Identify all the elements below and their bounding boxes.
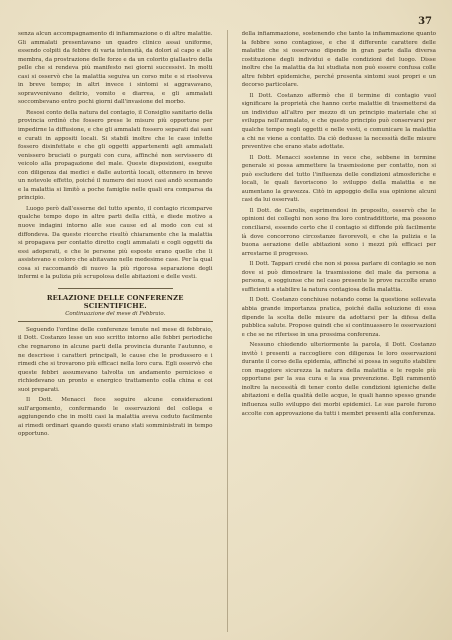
right-column xyxy=(242,30,437,632)
section-divider xyxy=(58,288,173,289)
left-column xyxy=(18,30,213,632)
column-divider xyxy=(227,30,228,632)
paragraph: della infiammazione, sostenendo che tanto la infiammazione quanto la febbre sono contagiose, e che il differente carattere delle malattie che si osservano dipende in gran parte dalla diversa costituzione degli individui e dalle condizioni del luogo. Disse inoltre che la malattia da lui studiata non può essere confusa colle altre febbri epidemiche, perché presenta sintomi suoi propri e un decorso particolare. xyxy=(241,31,436,89)
paragraph: Il Dott. Costanzo conchiuse notando come la questione sollevata abbia grande importanza pratica, poiché dalla soluzione di essa dipende la scelta delle misure da adottarsi per la difesa della pubblica salute. Propose quindi che si continuassero le osservazioni e che se ne riferisse in una prossima conferenza. xyxy=(241,297,436,338)
page-number: 37 xyxy=(418,16,432,27)
paragraph: senza alcun accompagnamento di infiammazione o di altre malattie. Gli ammalati presentavano un quadro clinico assai uniforme, essendo colpiti da febbre di varia intensità, da dolori al capo e alle membra, da prostrazione delle forze e da un colorito giallastro della pelle che si rendeva più manifesto nei giorni successivi. In molti casi si osservò che la malattia seguiva un corso mite e si risolveva in breve tempo; in altri invece i sintomi si aggravavano, sopravvenivano delirio, vomito e diarrea, e gli ammalati soccombevano entro pochi giorni dall'invasione del morbo. xyxy=(18,31,213,106)
paragraph: Il Dott. Costanzo affermò che il termine di contagio vuol significare la proprietà che hanno certe malattie di trasmettersi da un individuo all'altro per mezzo di un principio materiale che si sviluppa nell'ammalato, e che questo principio può conservarsi per qualche tempo negli oggetti e nelle vesti, e comunicare la malattia a chi ne viene a contatto. Da ciò dedusse la necessità delle misure preventive che erano state adottate. xyxy=(241,92,436,151)
paragraph: Il Dott. de Carolis, esprimendosi in proposito, osservò che le opinioni dei colleghi non sono fra loro contraddittorie, ma possono conciliarsi, essendo certo che il contagio si diffonde più facilmente là dove concorrono circostanze favorevoli, e che la pulizia e la buona aerazione delle abitazioni sono i mezzi più efficaci per arrestarne il progresso. xyxy=(241,207,436,257)
text-columns xyxy=(18,30,436,632)
paragraph: Il Dott. Menacci sostenne in vece che, sebbene in termine generale si possa ammettere la trasmissione per contatto, non si può escludere del tutto l'influenza delle condizioni atmosferiche e locali, le quali favoriscono lo sviluppo della malattia e ne aumentano la gravezza. Citò in appoggio della sua opinione alcuni casi da lui osservati. xyxy=(241,154,436,204)
section-subtitle: Continuazione del mese di Febbraio. xyxy=(65,310,166,317)
paragraph: Resosi conto della natura del contagio, il Consiglio sanitario della provincia ordinò che fossero prese le misure più opportune per impedirne la diffusione, e che gli ammalati fossero separati dai sani e curati in appositi locali. Si stabilì inoltre che le case infette fossero disinfettate e che gli oggetti appartenenti agli ammalati venissero bruciati o purgati con cura, affinché non servissero di veicolo alla propagazione del male. Queste disposizioni, eseguite con diligenza dai medici e dalle autorità locali, ottennero in breve un notevole effetto, poiché il numero dei nuovi casi andò scemando e la malattia si limitò a poche famiglie nelle quali era comparsa da principio. xyxy=(18,109,213,202)
paragraph: Il Dott. Menacci fece seguire alcune considerazioni sull'argomento, confermando le osservazioni del collega e aggiungendo che in molti casi la malattia aveva ceduto facilmente ai rimedi ordinari quando questi erano stati somministrati in tempo opportuno. xyxy=(18,397,213,438)
paragraph: Il Dott. Tappari credé che non si possa parlare di contagio se non dove si può dimostrare la trasmissione del male da persona a persona, e soggiunse che nel caso presente le prove raccolte erano sufficienti a stabilire la natura contagiosa della malattia. xyxy=(241,261,436,293)
title-rule xyxy=(18,321,213,322)
paragraph: Luogo però dall'esserne del tutto spento, il contagio ricomparve qualche tempo dopo in altre parti della città, e diede motivo a nuove indagini intorno alle sue cause ed al modo con cui si diffondeva. Da queste ricerche risultò chiaramente che la malattia si propagava per contatto diretto cogli ammalati e cogli oggetti da essi adoperati, e che le persone più esposte erano quelle che li assistevano e coloro che abitavano nelle medesime case. Per la qual cosa si raccomandò di nuovo la più rigorosa separazione degli infermi e la pulizia più scrupolosa delle abitazioni e delle vesti. xyxy=(18,205,213,281)
section-title: RELAZIONE DELLE CONFERENZE SCIENTIFICHE. xyxy=(46,293,184,310)
paragraph: Seguendo l'ordine delle conferenze tenute nel mese di febbraio, il Dott. Costanzo lesse un suo scritto intorno alle febbri periodiche che regnarono in alcune parti della provincia durante l'autunno, e ne descrisse i caratteri principali, le cause che le produssero e i rimedi che si trovarono più efficaci nella loro cura. Egli osservò che queste febbri assumevano talvolta un andamento pernicioso e richiedevano un pronto e energico trattamento colla china e coi suoi preparati. xyxy=(18,326,213,393)
paragraph: Nessuno chiedendo ulteriormente la parola, il Dott. Costanzo invitò i presenti a raccogliere con diligenza le loro osservazioni durante il corso della epidemia, affinché si possa in seguito stabilire con maggiore sicurezza la natura della malattia e le regole più opportune per la sua cura e la sua prevenzione. Egli rammentò inoltre la necessità di tener conto delle condizioni igieniche delle abitazioni e della qualità delle acque, le quali hanno spesso grande influenza sullo sviluppo dei morbi epidemici. Le sue parole furono accolte con approvazione da tutti i membri presenti alla conferenza. xyxy=(241,342,436,417)
